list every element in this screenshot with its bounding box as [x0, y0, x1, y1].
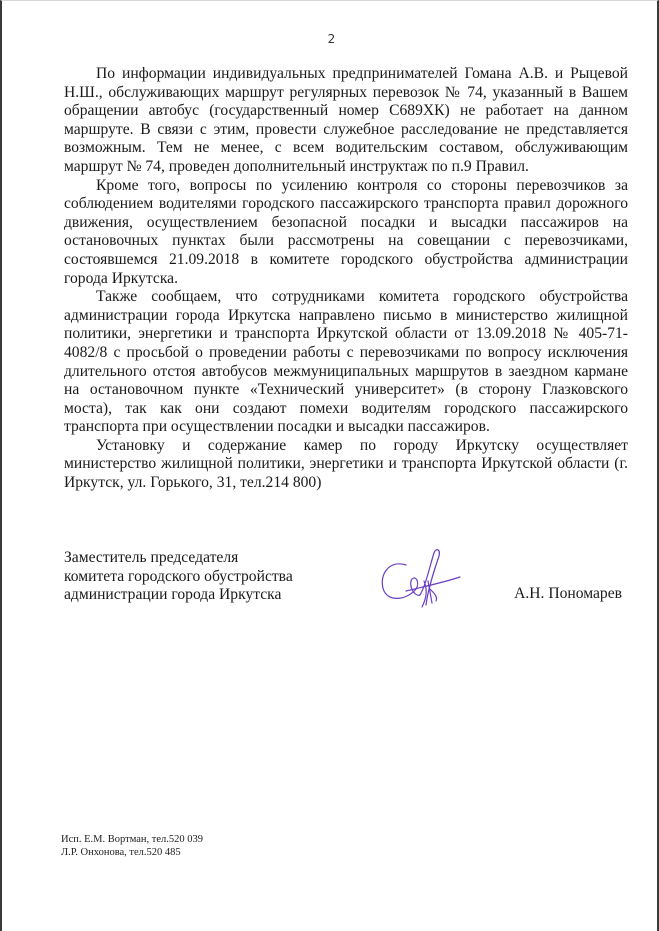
signatory-title-line: комитета городского обустройства — [64, 567, 293, 585]
page-number: 2 — [327, 32, 336, 46]
handwritten-signature-icon — [376, 545, 466, 613]
paragraph-cameras: Установку и содержание камер по городу Иркутску осуществляет министерство жилищной политики, энергетики и транспорта Иркутской области (г. Иркутск, ул. Горького, 31, тел.214 800) — [64, 436, 628, 492]
letter-body — [64, 65, 628, 493]
executor-line: Л.Р. Онхонова, тел.520 485 — [61, 846, 181, 858]
signatory-title-line: администрации города Иркутска — [64, 586, 282, 604]
executors-info — [61, 834, 203, 859]
signature-block — [64, 549, 628, 619]
signatory-title-line: Заместитель председателя — [64, 549, 239, 566]
signatory-name: А.Н. Пономарев — [514, 585, 622, 602]
paragraph-ministry-letter: Также сообщаем, что сотрудниками комитета городского обустройства администрации города Иркутска направлено письмо в министерство жилищной политики, энергетики и транспорта Иркутской области от 13.09.2018 № 405-71-4082/8 с просьбой о проведении работы с перевозчиками по вопросу исключения длительного отстоя автобусов межмуниципальных маршрутов в заездном кармане на остановочном пункте «Технический университет» (в сторону Глазковского моста), так как они создают помехи водителям городского пассажирского транспорта при осуществлении посадки и высадки пассажиров. — [64, 288, 628, 436]
signatory-title — [64, 549, 293, 605]
executor-line: Исп. Е.М. Вортман, тел.520 039 — [61, 834, 204, 845]
paragraph-carrier-control: Кроме того, вопросы по усилению контроля со стороны перевозчиков за соблюдением водителями городского пассажирского транспорта правил дорожного движения, осуществлением безопасной посадки и высадки пассажиров на остановочных пунктах были рассмотрены на совещании с перевозчиками, состоявшемся 21.09.2018 в комитете городского обустройства администрации города Иркутска. — [64, 176, 628, 287]
paragraph-route-74: По информации индивидуальных предпринимателей Гомана А.В. и Рыцевой Н.Ш., обслуживающих маршрут регулярных перевозок № 74, указанный в Вашем обращении автобус (государственный номер С689ХК) не работает на данном маршруте. В связи с этим, провести служебное расследование не представляется возможным. Тем не менее, с всем водительским составом, обслуживающим маршрут № 74, проведен дополнительный инструктаж по п.9 Правил. — [64, 65, 628, 175]
